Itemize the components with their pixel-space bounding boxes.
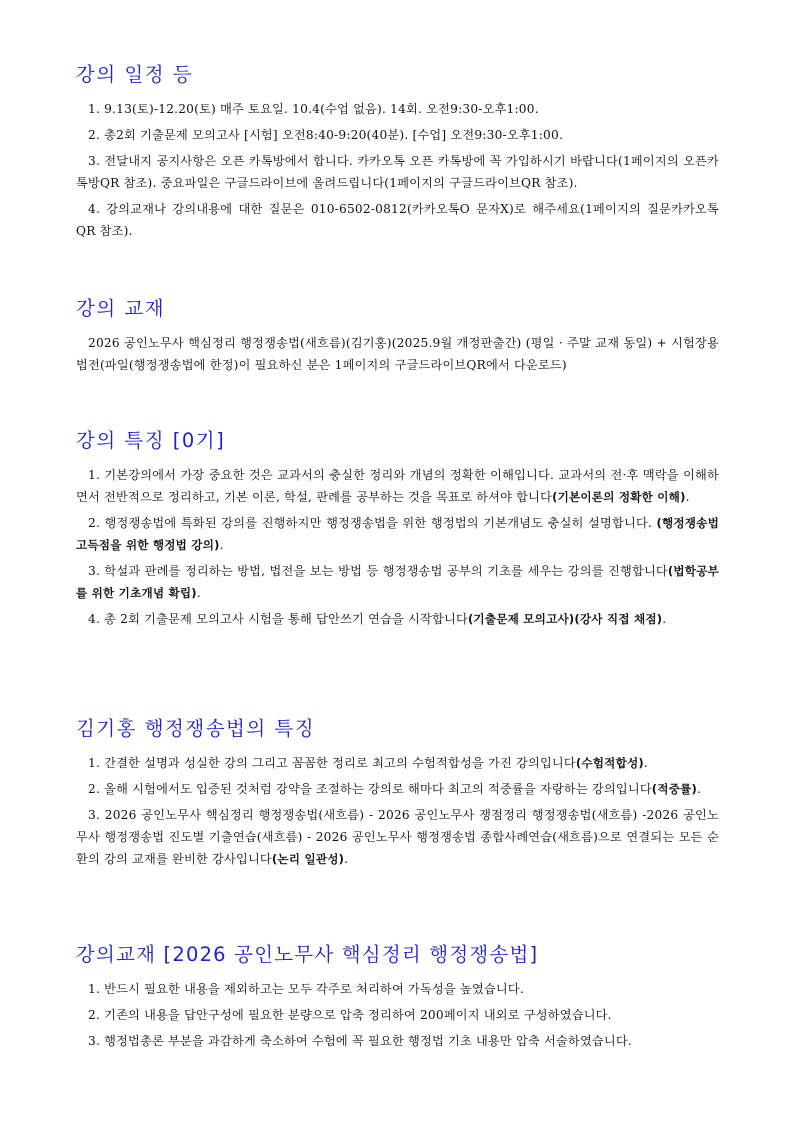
features-item-4 (76, 608, 719, 630)
kim-item-3 (76, 804, 719, 870)
book-item-2: 2. 기존의 내용을 답안구성에 필요한 분량으로 압축 정리하여 200페이지 내외로 구성하였습니다. (88, 1008, 612, 1022)
features-item-1-emphasis: (기본이론의 정확한 이해) (552, 490, 686, 504)
section-textbook (76, 296, 719, 380)
schedule-item-3: 3. 전달내지 공지사항은 오픈 카톡방에서 합니다. 카카오톡 오픈 카톡방에 꼭 가입하시기 바랍니다(1페이지의 오픈카톡방QR 참조). 중요파일은 구글드라이브에 올려드립니다(1페이지의 구글드라이브QR 참조). (76, 154, 719, 190)
features-item-1-end: . (685, 490, 690, 504)
features-item-3-end: . (196, 586, 201, 600)
section-kim-features (76, 716, 719, 874)
kim-item-2-emphasis: (적중률) (651, 782, 697, 796)
kim-item-2 (76, 778, 719, 800)
features-item-4-emphasis: (기출문제 모의고사)(강사 직접 채점) (467, 612, 663, 626)
features-item-3-emphasis: (법학공부를 위한 기초개념 확립) (76, 564, 719, 600)
section-schedule (76, 62, 719, 246)
kim-item-3-text: 3. 2026 공인노무사 핵심정리 행정쟁송법(새흐름) - 2026 공인노무사 쟁점정리 행정쟁송법(새흐름) -2026 공인노무사 행정쟁송법 진도별 기출연습(새흐름) - 2026 공인노무사 행정쟁송법 종합사례연습(새흐름)으로 연결되는 모든 순환의 강의 교재를 완비한 강사입니다 (76, 808, 719, 866)
features-item-1-text: 1. 기본강의에서 가장 중요한 것은 교과서의 충실한 정리와 개념의 정확한 이해입니다. 교과서의 전·후 맥락을 이해하면서 전반적으로 정리하고, 기본 이론, 학설, 판례를 공부하는 것을 목표로 하셔야 합니다 (76, 468, 719, 504)
kim-item-1-emphasis: (수험적합성) (575, 756, 644, 770)
schedule-item-1: 1. 9.13(토)-12.20(토) 매주 토요일. 10.4(수업 없음). 14회. 오전9:30-오후1:00. (88, 102, 539, 116)
features-item-2-text: 2. 행정쟁송법에 특화된 강의를 진행하지만 행정쟁송법을 위한 행정법의 기본개념도 충실히 설명합니다. (88, 516, 657, 530)
kim-item-1-text: 1. 간결한 설명과 성실한 강의 그리고 꼼꼼한 정리로 최고의 수험적합성을 가진 강의입니다 (88, 756, 576, 770)
schedule-item-2: 2. 총2회 기출문제 모의고사 [시험] 오전8:40-9:20(40분). [수업] 오전9:30-오후1:00. (88, 128, 564, 142)
book-item-1: 1. 반드시 필요한 내용을 제외하고는 모두 각주로 처리하여 가독성을 높였습니다. (88, 982, 524, 996)
features-item-2-emphasis: (행정쟁송법 고득점을 위한 행정법 강의) (76, 516, 719, 552)
features-item-2-end: . (219, 538, 224, 552)
schedule-item-4: 4. 강의교재나 강의내용에 대한 질문은 010-6502-0812(카카오톡O 문자X)로 해주세요(1페이지의 질문카카오톡QR 참조). (76, 202, 719, 238)
features-item-4-end: . (662, 612, 667, 626)
section-title-book: 강의교재 [2026 공인노무사 핵심정리 행정쟁송법] (76, 943, 539, 966)
features-item-4-text: 4. 총 2회 기출문제 모의고사 시험을 통해 답안쓰기 연습을 시작합니다 (88, 612, 468, 626)
features-item-3 (76, 560, 719, 604)
features-item-2 (76, 512, 719, 556)
features-item-1 (76, 464, 719, 508)
kim-item-3-end: . (344, 852, 349, 866)
section-title-features: 강의 특징 [0기] (76, 429, 226, 452)
kim-item-2-end: . (697, 782, 702, 796)
section-title-kim: 김기홍 행정쟁송법의 특징 (76, 717, 316, 740)
features-item-3-text: 3. 학설과 판례를 정리하는 방법, 법전을 보는 방법 등 행정쟁송법 공부의 기초를 세우는 강의를 진행합니다 (88, 564, 668, 578)
section-features (76, 428, 719, 634)
kim-item-2-text: 2. 올해 시험에서도 입증된 것처럼 강약을 조절하는 강의로 해마다 최고의 적중률을 자랑하는 강의입니다 (88, 782, 652, 796)
textbook-description: 2026 공인노무사 핵심정리 행정쟁송법(새흐름)(김기홍)(2025.9월 개정판출간) (평일 · 주말 교재 동일) + 시험장용 법전(파일(행정쟁송법에 한정)이 필요하신 분은 1페이지의 구글드라이브QR에서 다운로드) (76, 336, 719, 372)
section-title-schedule: 강의 일정 등 (76, 63, 194, 86)
section-title-textbook: 강의 교재 (76, 297, 166, 320)
section-textbook-details (76, 942, 719, 1056)
kim-item-3-emphasis: (논리 일관성) (271, 852, 345, 866)
kim-item-1 (76, 752, 719, 774)
book-item-3: 3. 행정법총론 부분을 과감하게 축소하여 수험에 꼭 필요한 행정법 기초 내용만 압축 서술하였습니다. (88, 1034, 632, 1048)
kim-item-1-end: . (643, 756, 648, 770)
